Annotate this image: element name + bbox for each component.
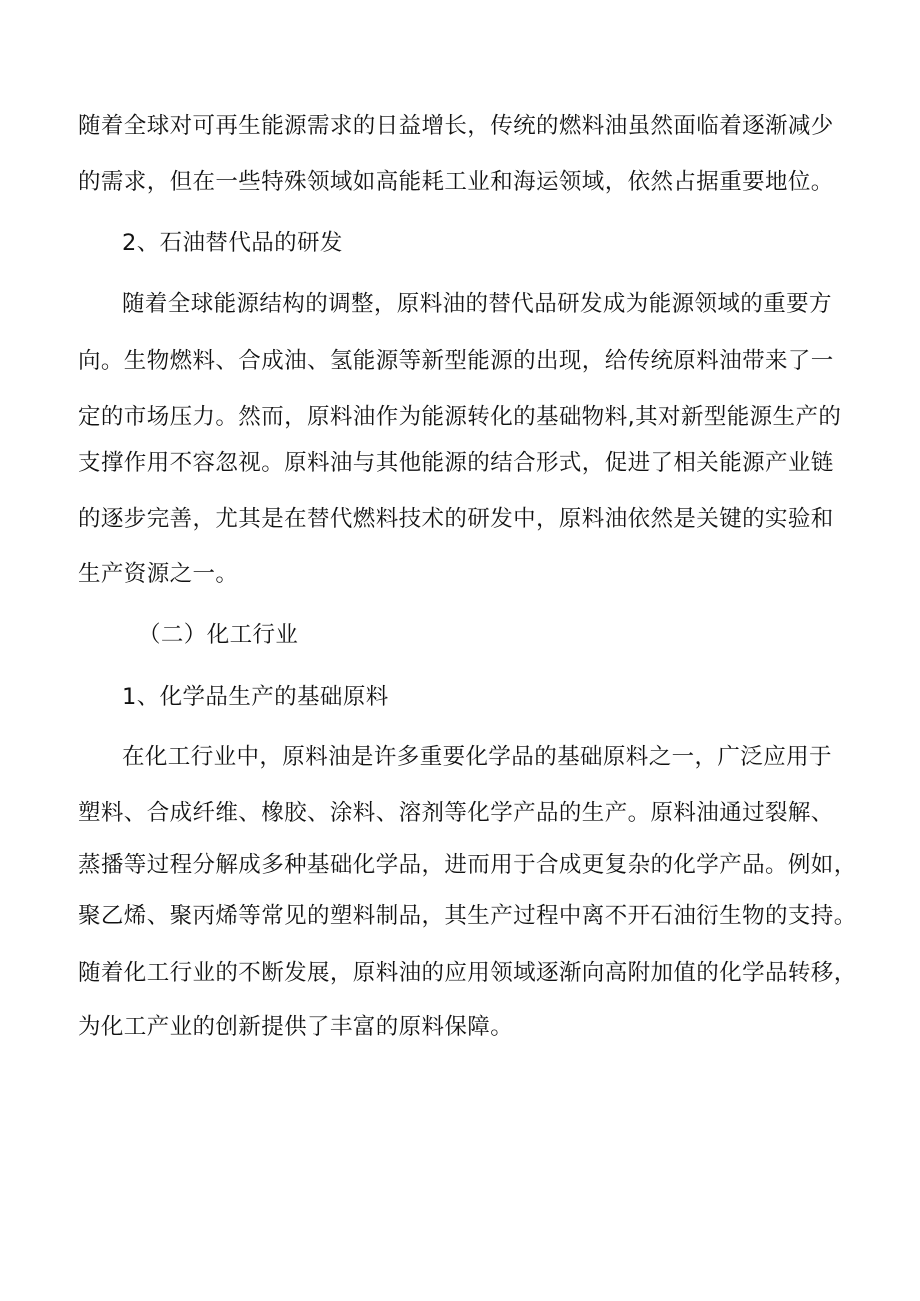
subsection-heading-1: 1、化学品生产的基础原料 [122, 684, 389, 710]
paragraph-2-line-2: 向。生物燃料、合成油、氢能源等新型能源的出现，给传统原料油带来了一 [78, 348, 834, 374]
paragraph-3-line-2: 塑料、合成纤维、橡胶、涂料、溶剂等化学产品的生产。原料油通过裂解、 [78, 800, 834, 826]
subsection-heading-2: 2、石油替代品的研发 [122, 230, 343, 256]
paragraph-2-line-3: 定的市场压力。然而，原料油作为能源转化的基础物料,其对新型能源生产的 [78, 404, 842, 430]
paragraph-2-line-5: 的逐步完善，尤其是在替代燃料技术的研发中，原料油依然是关键的实验和 [78, 506, 834, 532]
paragraph-3-line-1: 在化工行业中，原料油是许多重要化学品的基础原料之一，广泛应用于 [122, 744, 832, 770]
paragraph-3-line-5: 随着化工行业的不断发展，原料油的应用领域逐渐向高附加值的化学品转移， [78, 960, 857, 986]
paragraph-3-line-4: 聚乙烯、聚丙烯等常见的塑料制品，其生产过程中离不开石油衍生物的支持。 [78, 903, 857, 929]
paragraph-3-line-6: 为化工产业的创新提供了丰富的原料保障。 [78, 1014, 514, 1040]
paragraph-2-line-6: 生产资源之一。 [78, 561, 239, 587]
paragraph-3-line-3: 蒸播等过程分解成多种基础化学品，进而用于合成更复杂的化学产品。例如， [78, 852, 857, 878]
paragraph-2-line-1: 随着全球能源结构的调整，原料油的替代品研发成为能源领域的重要方 [122, 291, 832, 317]
paragraph-2-line-4: 支撑作用不容忽视。原料油与其他能源的结合形式，促进了相关能源产业链 [78, 450, 834, 476]
paragraph-1-line-2: 的需求，但在一些特殊领域如高能耗工业和海运领域，依然占据重要地位。 [78, 169, 834, 195]
paragraph-1-line-1: 随着全球对可再生能源需求的日益增长，传统的燃料油虽然面临着逐渐减少 [78, 113, 834, 139]
section-heading-chemical-industry: （二）化工行业 [138, 622, 299, 648]
